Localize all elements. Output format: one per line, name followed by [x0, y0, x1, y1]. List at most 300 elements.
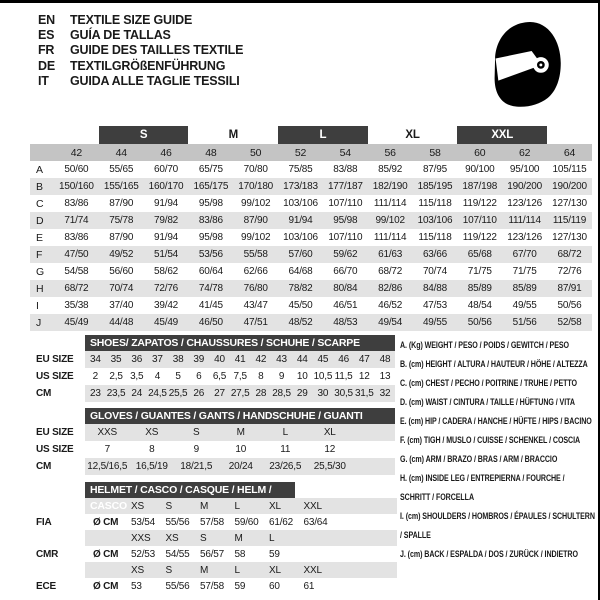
- measure-value: 49/54: [368, 314, 413, 331]
- measure-value: 187/198: [457, 178, 502, 195]
- size-value: XS: [123, 562, 158, 578]
- size-group-xl: XL: [405, 129, 420, 141]
- size-value: 12,5/16,5: [85, 458, 130, 475]
- measure-value: 103/106: [413, 212, 458, 229]
- legend-item: D. (cm) WAIST / CINTURA / TAILLE / HÜFTUNG / VITA: [400, 397, 575, 408]
- filler-cell: [330, 530, 397, 546]
- size-value: M: [192, 562, 227, 578]
- measure-value: 53/56: [188, 246, 233, 263]
- helmet-title-bar: HELMET / CASCO / CASQUE / HELM / CASCO: [85, 482, 295, 498]
- measure-value: 107/110: [328, 232, 363, 243]
- size-value: 9: [278, 371, 285, 382]
- language-code: FR: [38, 43, 55, 58]
- measure-value: 48/54: [467, 300, 492, 311]
- measure-row: [30, 229, 592, 246]
- size-value: XL: [261, 498, 296, 514]
- measure-value: 83/88: [333, 164, 358, 175]
- measure-key: E: [36, 231, 43, 244]
- size-value: 40: [209, 351, 230, 368]
- size-label: 44: [99, 144, 144, 161]
- row-label: CMR: [30, 546, 85, 562]
- size-value: XXL: [296, 498, 331, 514]
- measure-key: A: [36, 163, 43, 176]
- size-value: 25,5: [168, 385, 189, 402]
- measure-value: 47/53: [422, 300, 447, 311]
- size-value: 41: [230, 351, 251, 368]
- spacer-cell: [547, 126, 592, 144]
- size-label: 56: [368, 144, 413, 161]
- size-value: XS: [123, 498, 158, 514]
- row-label: EU SIZE: [30, 424, 85, 441]
- measure-value: 127/130: [552, 232, 587, 243]
- spacer-cell: [30, 126, 99, 144]
- size-value: 52/53: [131, 548, 156, 560]
- row-label: FIA: [30, 514, 85, 530]
- measure-value: 45/49: [54, 314, 99, 331]
- size-value: XXL: [296, 562, 331, 578]
- size-value: 35: [106, 351, 127, 368]
- size-row: [30, 385, 395, 402]
- size-value: 55/56: [165, 580, 190, 592]
- shoes-size-section: [30, 335, 395, 402]
- size-value: 28: [251, 385, 272, 402]
- size-value: 27: [209, 385, 230, 402]
- measure-row: [30, 314, 592, 331]
- measure-key: G: [36, 265, 44, 278]
- filler-cell: [330, 546, 397, 562]
- measure-row: [30, 297, 592, 314]
- language-code: ES: [38, 28, 55, 43]
- size-value: 10: [296, 371, 308, 382]
- measure-value: 68/72: [547, 246, 592, 263]
- measure-value: 37/40: [109, 300, 134, 311]
- measure-value: 85/89: [457, 280, 502, 297]
- size-value: 9: [193, 444, 199, 455]
- size-value: M: [227, 530, 262, 546]
- size-row: [30, 562, 397, 578]
- size-value: 18/21,5: [174, 458, 219, 475]
- size-label: 42: [54, 144, 99, 161]
- size-value: XL: [261, 562, 296, 578]
- size-value: 30: [313, 385, 334, 402]
- size-value: 6: [196, 371, 202, 382]
- size-value: XXS: [85, 424, 130, 441]
- size-value: 7,5: [233, 371, 247, 382]
- size-value: 24,5: [147, 385, 168, 402]
- measure-value: 50/56: [457, 314, 502, 331]
- measure-value: 85/92: [378, 164, 403, 175]
- language-row: [38, 13, 243, 28]
- size-row: [30, 424, 395, 441]
- size-value: M: [219, 424, 264, 441]
- measure-value: 91/94: [278, 212, 323, 229]
- language-code: EN: [38, 13, 55, 27]
- measure-value: 99/102: [240, 232, 271, 243]
- measure-value: 155/165: [99, 178, 144, 195]
- size-row: [30, 514, 397, 530]
- measure-value: 87/90: [109, 198, 134, 209]
- size-value: 54/55: [165, 548, 190, 560]
- filler-cell: [330, 514, 397, 530]
- measure-value: 50/60: [64, 164, 89, 175]
- size-row: [30, 458, 395, 475]
- size-value: XS: [158, 530, 193, 546]
- language-row: [38, 28, 243, 43]
- size-value: 57/58: [200, 580, 225, 592]
- measure-value: 123/126: [507, 198, 542, 209]
- size-label: 54: [323, 144, 368, 161]
- size-row: [30, 441, 395, 458]
- size-row: [30, 546, 397, 562]
- measure-value: 68/72: [54, 280, 99, 297]
- measure-key: J: [30, 314, 54, 331]
- legend-item: B. (cm) HEIGHT / ALTURA / HAUTEUR / HÖHE / ALTEZZA: [400, 359, 588, 370]
- measure-row: [30, 246, 592, 263]
- measure-value: 54/58: [64, 266, 89, 277]
- size-value: L: [261, 530, 296, 546]
- size-value: 12: [324, 444, 336, 455]
- size-value: 39: [188, 351, 209, 368]
- size-value: [296, 530, 331, 546]
- size-value: 13: [379, 371, 391, 382]
- measure-value: 78/82: [278, 280, 323, 297]
- measure-value: 85/89: [502, 280, 547, 297]
- size-value: 59: [269, 548, 280, 560]
- measure-value: 52/58: [547, 314, 592, 331]
- measure-value: 90/100: [465, 164, 495, 175]
- measure-value: 103/106: [283, 232, 318, 243]
- measure-value: 35/38: [64, 300, 89, 311]
- legend-item: J. (cm) BACK / ESPALDA / DOS / ZURÜCK / INDIETRO: [400, 549, 578, 560]
- row-label: US SIZE: [30, 368, 85, 385]
- measure-value: 99/102: [368, 212, 413, 229]
- measure-value: 64/68: [288, 266, 313, 277]
- measure-value: 68/72: [378, 266, 403, 277]
- measure-value: 99/102: [240, 198, 271, 209]
- unit-cell: Ø CM: [93, 516, 119, 528]
- measure-value: 91/94: [154, 232, 179, 243]
- measure-value: 83/86: [64, 232, 89, 243]
- size-label: 46: [144, 144, 189, 161]
- measure-value: 46/50: [188, 314, 233, 331]
- size-group-m: M: [228, 129, 238, 141]
- size-label: 50: [233, 144, 278, 161]
- size-value: 16,5/19: [130, 458, 175, 475]
- measure-value: 173/183: [278, 178, 323, 195]
- size-value: M: [192, 498, 227, 514]
- size-value: 29: [292, 385, 313, 402]
- size-value: 7: [104, 444, 110, 455]
- measure-value: 95/100: [509, 164, 540, 175]
- size-row: [30, 368, 395, 385]
- size-value: 8: [258, 371, 264, 382]
- helmet-size-section: [30, 482, 397, 594]
- measure-value: 82/86: [368, 280, 413, 297]
- size-value: 47: [354, 351, 375, 368]
- measure-value: 83/86: [188, 212, 233, 229]
- size-value: 45: [313, 351, 334, 368]
- measure-value: 51/54: [144, 246, 189, 263]
- size-group-l: L: [278, 126, 368, 144]
- size-value: XXS: [123, 530, 158, 546]
- measure-value: 72/76: [144, 280, 189, 297]
- size-label: 60: [457, 144, 502, 161]
- size-value: 27,5: [230, 385, 251, 402]
- filler-cell: [330, 578, 397, 594]
- size-value: 23: [85, 385, 106, 402]
- measure-key: C: [36, 197, 44, 210]
- measure-row: [30, 195, 592, 212]
- language-code: IT: [38, 73, 49, 88]
- size-value: 11: [280, 444, 291, 455]
- measure-value: 49/55: [512, 300, 537, 311]
- measure-value: 50/56: [557, 300, 582, 311]
- row-label: CM: [30, 385, 85, 402]
- size-value: 11,5: [334, 371, 353, 382]
- helmet-icon: [490, 19, 564, 109]
- size-value: 10: [235, 444, 247, 455]
- measure-value: 72/76: [557, 266, 582, 277]
- size-value: 2,5: [109, 371, 123, 382]
- measure-value: 79/82: [144, 212, 189, 229]
- measure-value: 87/90: [233, 212, 278, 229]
- size-row: [30, 351, 395, 368]
- size-value: XS: [130, 424, 175, 441]
- measure-value: 165/175: [188, 178, 233, 195]
- measure-value: 60/70: [154, 164, 179, 175]
- size-value: 61: [303, 580, 315, 592]
- measure-key: H: [30, 280, 54, 297]
- measure-value: 119/122: [462, 198, 497, 209]
- size-value: S: [158, 562, 193, 578]
- measure-value: 111/114: [373, 232, 407, 243]
- unit-cell: Ø CM: [93, 548, 119, 560]
- measure-value: 95/98: [323, 212, 368, 229]
- measure-value: 47/50: [54, 246, 99, 263]
- row-label: [30, 562, 85, 578]
- measure-value: 95/98: [198, 232, 223, 243]
- measure-value: 70/80: [243, 164, 268, 175]
- measure-value: 95/98: [198, 198, 223, 209]
- size-row: [30, 578, 397, 594]
- size-value: 44: [292, 351, 313, 368]
- size-value: 24: [126, 385, 147, 402]
- filler-cell: [352, 441, 395, 458]
- measure-value: 84/88: [413, 280, 458, 297]
- size-value: 26: [188, 385, 209, 402]
- measure-value: 70/74: [422, 266, 447, 277]
- measure-value: 56/60: [109, 266, 134, 277]
- unit-cell: [85, 530, 123, 546]
- helmet-size-table: [30, 498, 397, 594]
- size-value: 6,5: [212, 371, 227, 382]
- size-value: 55/56: [165, 516, 190, 528]
- measure-value: 105/115: [552, 164, 587, 175]
- measure-value: 76/80: [233, 280, 278, 297]
- measure-value: 63/66: [413, 246, 458, 263]
- guide-title: GUIDE DES TAILLES TEXTILE: [70, 43, 244, 58]
- size-value: S: [174, 424, 219, 441]
- gloves-size-section: [30, 408, 395, 475]
- size-value: 43: [271, 351, 292, 368]
- measure-value: 70/74: [99, 280, 144, 297]
- size-value: 20/24: [219, 458, 264, 475]
- measure-value: 107/110: [328, 198, 363, 209]
- legend-item: G. (cm) ARM / BRAZO / BRAS / ARM / BRACCIO: [400, 454, 558, 465]
- size-value: 59: [234, 580, 246, 592]
- measure-value: 61/63: [368, 246, 413, 263]
- measurement-legend: [400, 336, 596, 564]
- measure-row: [30, 178, 592, 195]
- measure-value: 190/200: [502, 178, 547, 195]
- measure-value: 71/74: [54, 212, 99, 229]
- shoes-title-bar: SHOES/ ZAPATOS / CHAUSSURES / SCHUHE / SCARPE: [85, 335, 395, 351]
- size-value: S: [158, 498, 193, 514]
- measure-value: 48/53: [323, 314, 368, 331]
- measure-value: 71/75: [467, 266, 492, 277]
- measure-value: 150/160: [54, 178, 99, 195]
- gloves-title-bar: GLOVES / GUANTES / GANTS / HANDSCHUHE / GUANTI: [85, 408, 395, 424]
- measure-value: 47/51: [233, 314, 278, 331]
- filler-cell: [352, 424, 395, 441]
- size-label: 58: [413, 144, 458, 161]
- size-value: 10,5: [313, 371, 333, 382]
- size-value: 32: [375, 385, 396, 402]
- row-label: CM: [30, 458, 85, 475]
- guide-title: GUIDA ALLE TAGLIE TESSILI: [70, 73, 240, 88]
- measure-value: 39/42: [154, 300, 179, 311]
- measure-value: 107/110: [457, 212, 502, 229]
- measure-value: 49/55: [413, 314, 458, 331]
- language-row: [38, 74, 243, 89]
- size-value: 56/57: [200, 548, 225, 560]
- size-value: 57/58: [200, 516, 225, 528]
- measure-value: 75/78: [99, 212, 144, 229]
- language-code: DE: [38, 58, 55, 73]
- size-value: 36: [126, 351, 147, 368]
- unit-cell: [85, 562, 123, 578]
- measure-value: 111/114: [373, 198, 407, 209]
- textile-size-table: [30, 126, 592, 331]
- row-label: ECE: [30, 578, 85, 594]
- measure-value: 115/118: [418, 232, 452, 243]
- measure-value: 87/90: [109, 232, 134, 243]
- measure-value: 57/60: [278, 246, 323, 263]
- measure-value: 41/45: [198, 300, 223, 311]
- measure-value: 46/52: [378, 300, 403, 311]
- measure-value: 55/65: [109, 164, 134, 175]
- legend-item: H. (cm) INSIDE LEG / ENTREPIERNA / FOURCHE / SCHRITT / FORCELLA: [400, 473, 565, 503]
- measure-row: [30, 280, 592, 297]
- measure-value: 44/48: [99, 314, 144, 331]
- measure-value: 59/62: [323, 246, 368, 263]
- helmet-icon-svg: [490, 19, 564, 109]
- size-value: 5: [175, 371, 181, 382]
- gloves-size-table: [30, 424, 395, 475]
- shoes-size-table: [30, 351, 395, 402]
- measure-row: [30, 263, 592, 280]
- size-group-row: [30, 126, 592, 144]
- size-value: L: [263, 424, 308, 441]
- measure-value: 62/66: [243, 266, 268, 277]
- filler-cell: [330, 562, 397, 578]
- guide-title: TEXTILGRÖßENFÜHRUNG: [70, 58, 226, 73]
- measure-value: 75/85: [288, 164, 313, 175]
- unit-cell: Ø CM: [93, 580, 119, 592]
- language-title-block: [38, 13, 243, 89]
- measure-value: 45/49: [144, 314, 189, 331]
- legend-item: I. (cm) SHOULDERS / HOMBROS / ÉPAULES / SCHULTERN / SPALLE: [400, 511, 595, 541]
- measure-value: 66/70: [333, 266, 358, 277]
- size-value: 12: [358, 371, 370, 382]
- measure-row: [30, 212, 592, 229]
- size-row: [30, 498, 397, 514]
- measure-value: 127/130: [552, 198, 587, 209]
- size-group-xxl: XXL: [457, 126, 547, 144]
- size-value: L: [227, 562, 262, 578]
- size-value: 53/54: [131, 516, 156, 528]
- size-value: 23,5: [106, 385, 127, 402]
- size-value: 59/60: [234, 516, 259, 528]
- legend-item: A. (Kg) WEIGHT / PESO / POIDS / GEWITCH / PESO: [400, 340, 569, 351]
- size-label: 52: [278, 144, 323, 161]
- measure-value: 119/122: [462, 232, 497, 243]
- measure-value: 111/114: [502, 212, 547, 229]
- size-value: 63/64: [303, 516, 328, 528]
- language-row: [38, 59, 243, 74]
- size-value: 37: [147, 351, 168, 368]
- measure-value: 115/119: [547, 212, 592, 229]
- measure-value: 45/50: [288, 300, 313, 311]
- size-value: 4: [154, 371, 161, 382]
- spacer-cell: [30, 144, 54, 161]
- measure-value: 46/51: [333, 300, 358, 311]
- measure-value: 43/47: [243, 300, 268, 311]
- measure-value: 65/68: [457, 246, 502, 263]
- measure-key: F: [30, 246, 54, 263]
- row-label: US SIZE: [30, 441, 85, 458]
- size-value: 3,5: [130, 371, 144, 382]
- size-value: 48: [375, 351, 396, 368]
- measure-value: 49/52: [99, 246, 144, 263]
- measure-value: 115/118: [418, 198, 452, 209]
- measure-key: B: [30, 178, 54, 195]
- legend-item: C. (cm) CHEST / PECHO / POITRINE / TRUHE / PETTO: [400, 378, 577, 389]
- size-value: 60: [269, 580, 280, 592]
- measure-value: 190/200: [547, 178, 592, 195]
- size-value: S: [192, 530, 227, 546]
- measure-value: 48/52: [278, 314, 323, 331]
- measure-value: 65/75: [198, 164, 223, 175]
- measure-value: 123/126: [507, 232, 542, 243]
- size-value: 53: [131, 580, 142, 592]
- size-value: 23/26,5: [263, 458, 308, 475]
- filler-cell: [352, 458, 395, 475]
- size-value: 31,5: [354, 385, 375, 402]
- measure-value: 103/106: [283, 198, 318, 209]
- guide-title: TEXTILE SIZE GUIDE: [70, 13, 193, 27]
- measure-value: 87/91: [547, 280, 592, 297]
- size-group-s: S: [99, 126, 189, 144]
- size-value: 30,5: [333, 385, 354, 402]
- size-value: 46: [333, 351, 354, 368]
- size-value: 28,5: [271, 385, 292, 402]
- measure-value: 182/190: [368, 178, 413, 195]
- size-value: L: [227, 498, 262, 514]
- measure-value: 60/64: [198, 266, 223, 277]
- size-value: 42: [251, 351, 272, 368]
- measure-value: 87/95: [422, 164, 447, 175]
